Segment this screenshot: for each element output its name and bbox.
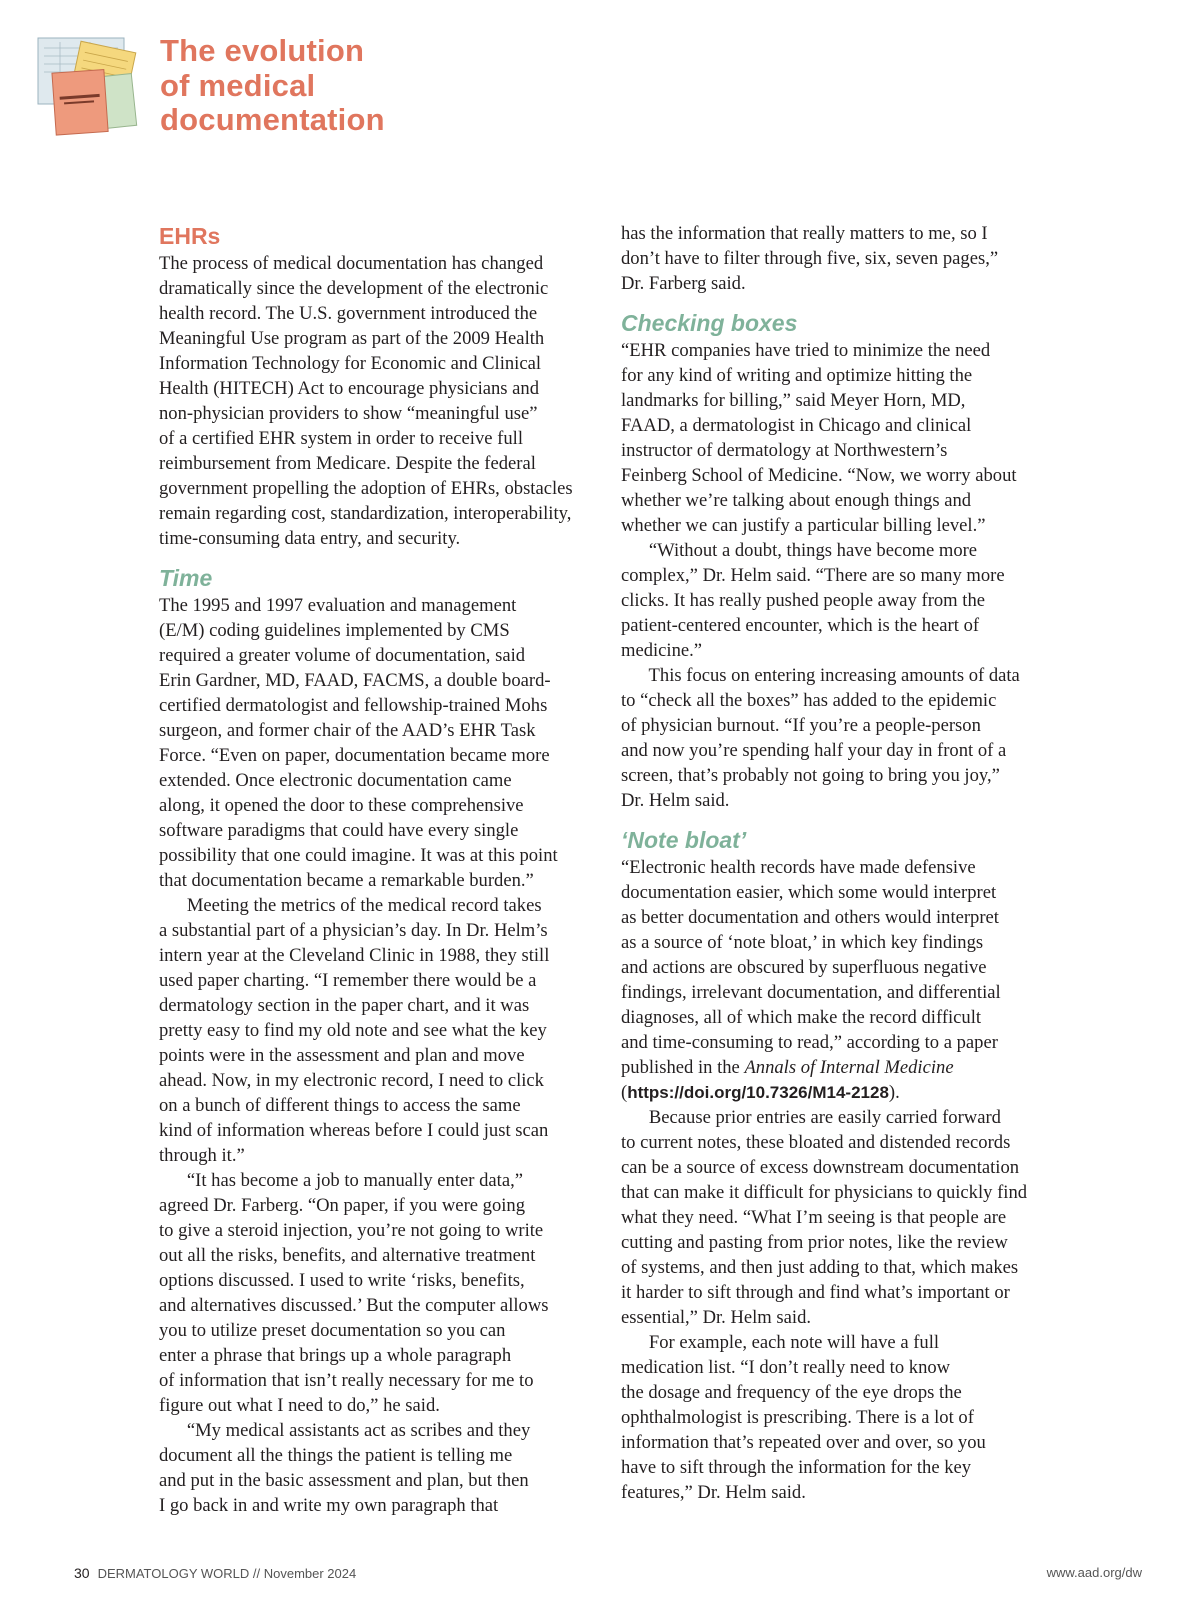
text-line: For example, each note will have a full: [621, 1332, 940, 1353]
text-line: Because prior entries are easily carried forward: [621, 1107, 1001, 1128]
text-line: whether we can justify a particular billing level.”: [621, 515, 986, 536]
text-line: kind of information whereas before I could just scan: [159, 1120, 549, 1141]
text-line: of information that isn’t really necessary for me to: [159, 1370, 534, 1391]
text-line: documentation easier, which some would interpret: [621, 882, 997, 903]
text-line: out all the risks, benefits, and alternative treatment: [159, 1245, 536, 1266]
text-line: medication list. “I don’t really need to know: [621, 1357, 951, 1378]
citation-line: [621, 1055, 1066, 1080]
text-line: “It has become a job to manually enter data,”: [159, 1170, 523, 1191]
text-line: possibility that one could imagine. It was at this point: [159, 845, 558, 866]
text-line: ophthalmologist is prescribing. There is a lot of: [621, 1407, 974, 1428]
continued-paragraph: [621, 221, 1066, 296]
text-line: a substantial part of a physician’s day. In Dr. Helm’s: [159, 920, 548, 941]
text-line: of systems, and then just adding to that, which makes: [621, 1257, 1019, 1278]
footer-website[interactable]: www.aad.org/dw: [1046, 1565, 1142, 1580]
text-line: along, it opened the door to these comprehensive: [159, 795, 524, 816]
text-line: “Electronic health records have made defensive: [621, 857, 976, 878]
footer-left: [74, 1565, 356, 1581]
section-heading-note-bloat: ‘Note bloat’: [621, 827, 747, 853]
section-heading-ehrs: EHRs: [159, 223, 221, 249]
note-bloat-continued: [621, 1105, 1066, 1505]
text-line: that can make it difficult for physicians to quickly find: [621, 1182, 1028, 1203]
text-line: dramatically since the development of the electronic: [159, 278, 549, 299]
text-line: options discussed. I used to write ‘risks, benefits,: [159, 1270, 525, 1291]
text-line: on a bunch of different things to access the same: [159, 1095, 521, 1116]
doi-link[interactable]: https://doi.org/10.7326/M14-2128: [627, 1083, 889, 1102]
text-line: Dr. Farberg said.: [621, 273, 746, 294]
text-line: can be a source of excess downstream documentation: [621, 1157, 1020, 1178]
text-line: remain regarding cost, standardization, interoperability,: [159, 503, 572, 524]
text-line: that documentation became a remarkable burden.”: [159, 870, 534, 891]
page-number: 30: [74, 1565, 90, 1581]
text-line: medicine.”: [621, 640, 703, 661]
text-line: for any kind of writing and optimize hitting the: [621, 365, 973, 386]
text-line: complex,” Dr. Helm said. “There are so many more: [621, 565, 1005, 586]
title-line: The evolution: [160, 33, 365, 68]
text-line: diagnoses, all of which make the record difficult: [621, 1007, 982, 1028]
doi-line: [621, 1080, 1066, 1105]
text-line: document all the things the patient is telling me: [159, 1445, 513, 1466]
text-line: figure out what I need to do,” he said.: [159, 1395, 440, 1416]
page-title: [160, 34, 385, 138]
text-line: Information Technology for Economic and Clinical: [159, 353, 542, 374]
text-line: pretty easy to find my old note and see what the key: [159, 1020, 547, 1041]
text-line: cutting and pasting from prior notes, like the review: [621, 1232, 1008, 1253]
text-line: Erin Gardner, MD, FAAD, FACMS, a double board-: [159, 670, 551, 691]
section-heading-checking-boxes: Checking boxes: [621, 310, 798, 336]
text-line: to give a steroid injection, you’re not going to write: [159, 1220, 544, 1241]
text-line: FAAD, a dermatologist in Chicago and clinical: [621, 415, 972, 436]
text-line: extended. Once electronic documentation came: [159, 770, 512, 791]
text-line: This focus on entering increasing amounts of data: [621, 665, 1020, 686]
text-line: The process of medical documentation has changed: [159, 253, 544, 274]
text-line: non-physician providers to show “meaningful use”: [159, 403, 538, 424]
text-line: Meaningful Use program as part of the 2009 Health: [159, 328, 545, 349]
text-line: features,” Dr. Helm said.: [621, 1482, 806, 1503]
text-line: “EHR companies have tried to minimize the need: [621, 340, 991, 361]
text-line: required a greater volume of documentation, said: [159, 645, 526, 666]
doi-paren-open: (: [621, 1082, 628, 1103]
text-line: through it.”: [159, 1145, 245, 1166]
text-line: and actions are obscured by superfluous negative: [621, 957, 987, 978]
text-line: Dr. Helm said.: [621, 790, 730, 811]
text-line: landmarks for billing,” said Meyer Horn, MD,: [621, 390, 966, 411]
text-line: to “check all the boxes” has added to the epidemic: [621, 690, 997, 711]
text-line: and put in the basic assessment and plan, but then: [159, 1470, 529, 1491]
text-line: screen, that’s probably not going to bring you joy,”: [621, 765, 1000, 786]
text-line: government propelling the adoption of EHRs, obstacles: [159, 478, 573, 499]
text-line: essential,” Dr. Helm said.: [621, 1307, 812, 1328]
text-line: enter a phrase that brings up a whole paragraph: [159, 1345, 512, 1366]
journal-name: Annals of Internal Medicine: [744, 1057, 954, 1078]
text-line: as better documentation and others would interpret: [621, 907, 999, 928]
text-line: time-consuming data entry, and security.: [159, 528, 461, 549]
text-line: and alternatives discussed.’ But the computer allows: [159, 1295, 549, 1316]
note-bloat-quote: [621, 855, 1066, 1055]
doi-paren-close: ).: [888, 1082, 900, 1103]
text-line: Force. “Even on paper, documentation became more: [159, 745, 550, 766]
ehrs-paragraph: [159, 251, 591, 551]
publication-info: DERMATOLOGY WORLD // November 2024: [97, 1566, 357, 1581]
text-line: have to sift through the information for the key: [621, 1457, 972, 1478]
text-line: the dosage and frequency of the eye drops the: [621, 1382, 962, 1403]
text-line: “My medical assistants act as scribes and they: [159, 1420, 531, 1441]
text-line: points were in the assessment and plan and move: [159, 1045, 525, 1066]
text-line: Feinberg School of Medicine. “Now, we worry about: [621, 465, 1017, 486]
text-line: (E/M) coding guidelines implemented by CMS: [159, 620, 510, 641]
citation-prefix: published in the: [621, 1057, 745, 1078]
text-line: of a certified EHR system in order to receive full: [159, 428, 523, 449]
text-line: used paper charting. “I remember there would be a: [159, 970, 537, 991]
note-bloat-body: [621, 855, 1066, 1505]
paper-records-illustration: [30, 32, 142, 140]
text-line: Meeting the metrics of the medical record takes: [159, 895, 542, 916]
time-section-body: [159, 593, 591, 1518]
text-line: clicks. It has really pushed people away from the: [621, 590, 986, 611]
text-line: intern year at the Cleveland Clinic in 1988, they still: [159, 945, 550, 966]
text-line: it harder to sift through and find what’s important or: [621, 1282, 1010, 1303]
title-line: of medical: [160, 67, 316, 103]
text-line: as a source of ‘note bloat,’ in which key findings: [621, 932, 984, 953]
text-line: agreed Dr. Farberg. “On paper, if you were going: [159, 1195, 526, 1216]
right-column: [621, 221, 1066, 1505]
text-line: you to utilize preset documentation so you can: [159, 1320, 506, 1341]
text-line: ahead. Now, in my electronic record, I need to click: [159, 1070, 544, 1091]
text-line: to current notes, these bloated and distended records: [621, 1132, 1011, 1153]
text-line: patient-centered encounter, which is the heart of: [621, 615, 980, 636]
left-column: [159, 221, 591, 1518]
text-line: dermatology section in the paper chart, and it was: [159, 995, 530, 1016]
text-line: whether we’re talking about enough things and: [621, 490, 972, 511]
text-line: certified dermatologist and fellowship-trained Mohs: [159, 695, 548, 716]
text-line: findings, irrelevant documentation, and differential: [621, 982, 1001, 1003]
text-line: and now you’re spending half your day in front of a: [621, 740, 1007, 761]
text-line: information that’s repeated over and over, so you: [621, 1432, 986, 1453]
text-line: I go back in and write my own paragraph that: [159, 1495, 499, 1516]
text-line: of physician burnout. “If you’re a people-person: [621, 715, 981, 736]
text-line: health record. The U.S. government introduced the: [159, 303, 538, 324]
text-line: instructor of dermatology at Northwestern’s: [621, 440, 948, 461]
text-line: surgeon, and former chair of the AAD’s EHR Task: [159, 720, 536, 741]
text-line: software paradigms that could have every single: [159, 820, 519, 841]
text-line: and time-consuming to read,” according to a paper: [621, 1032, 998, 1053]
text-line: “Without a doubt, things have become more: [621, 540, 978, 561]
text-line: what they need. “What I’m seeing is that people are: [621, 1207, 1007, 1228]
text-line: reimbursement from Medicare. Despite the federal: [159, 453, 536, 474]
text-line: The 1995 and 1997 evaluation and management: [159, 595, 517, 616]
section-heading-time: Time: [159, 565, 213, 591]
title-line: documentation: [160, 102, 385, 137]
checking-boxes-body: [621, 338, 1066, 813]
text-line: has the information that really matters to me, so I: [621, 223, 988, 244]
text-line: don’t have to filter through five, six, seven pages,”: [621, 248, 999, 269]
text-line: Health (HITECH) Act to encourage physicians and: [159, 378, 540, 399]
